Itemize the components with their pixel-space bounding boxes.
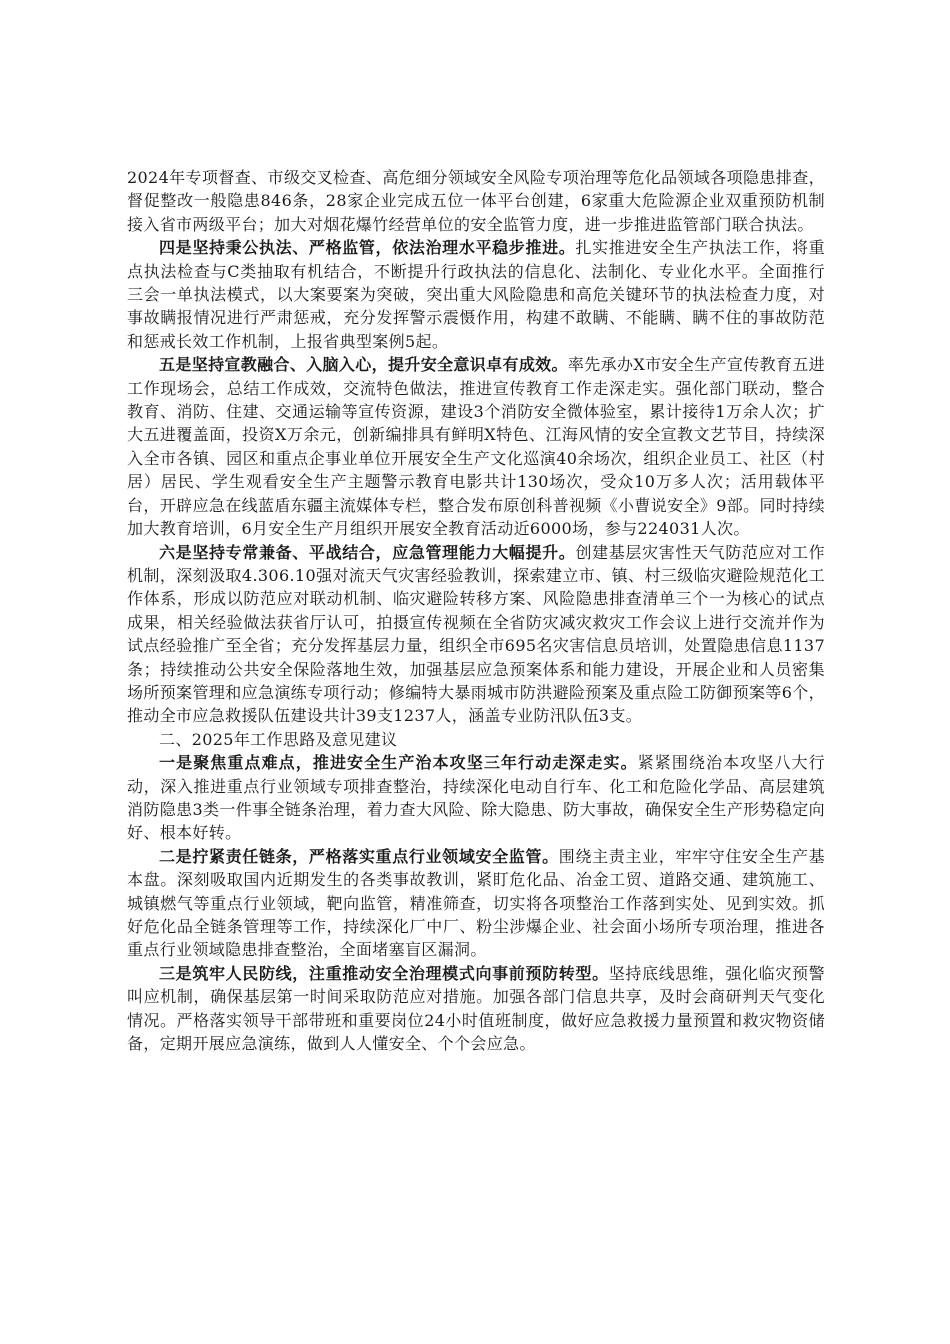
paragraph-body: 扎实推进安全生产执法工作，将重点执法检查与C类抽取有机结合，不断提升行政执法的信息化、法制化、专业化水平。全面推行三会一单执法模式，以大案要案为突破，突出重大风险隐患和高危关键环节的执法检查力度，对事故瞒报情况进行严肃惩戒，充分发挥警示震慑作用，构建不敢瞒、不能瞒、瞒不住的事故防范和惩戒长效工作机制，上报省典型案例5起。 — [127, 238, 825, 351]
paragraph-lead: 六是坚持专常兼备、平战结合，应急管理能力大幅提升。 — [159, 542, 576, 562]
paragraph-root-cause-campaign — [127, 751, 825, 845]
paragraph-hazmat-continuation — [127, 166, 825, 236]
document-body — [127, 166, 825, 1055]
paragraph-body: 紧紧围绕治本攻坚八大行动，深入推进重点行业领域专项排查整治，持续深化电动自行车、化工和危险化学品、高层建筑消防隐患3类一件事全链条治理，着力查大风险、除大隐患、防大事故，确保安全生产形势稳定向好、根本好转。 — [127, 753, 825, 843]
paragraph-publicity-education — [127, 353, 825, 540]
paragraph-lead: 五是坚持宣教融合、入脑入心，提升安全意识卓有成效。 — [159, 355, 568, 375]
paragraph-body: 2024年专项督查、市级交叉检查、高危细分领域安全风险专项治理等危化品领域各项隐患排查，督促整改一般隐患846条，28家企业完成五位一体平台创建，6家重大危险源企业双重预防机制接入省市两级平台；加大对烟花爆竹经营单位的安全监管力度，进一步推进监管部门联合执法。 — [127, 168, 825, 234]
paragraph-emergency-capability — [127, 541, 825, 728]
paragraph-lead: 三是筑牢人民防线，注重推动安全治理模式向事前预防转型。 — [159, 963, 609, 983]
paragraph-law-enforcement — [127, 236, 825, 353]
paragraph-lead: 四是坚持秉公执法、严格监管，依法治理水平稳步推进。 — [159, 238, 576, 258]
paragraph-body: 坚持底线思维，强化临灾预警叫应机制，确保基层第一时间采取防范应对措施。加强各部门信息共享，及时会商研判天气变化情况。严格落实领导干部带班和重要岗位24小时值班制度，做好应急救援力量预置和救灾物资储备，定期开展应急演练，做到人人懂安全、个个会应急。 — [127, 963, 825, 1054]
section-heading-2025: 二、2025年工作思路及意见建议 — [159, 729, 398, 749]
paragraph-responsibility-chain — [127, 845, 825, 962]
paragraph-body: 围绕主责主业，牢牢守住安全生产基本盘。深刻吸取国内近期发生的各类事故教训，紧盯危化品、冶金工贸、道路交通、建筑施工、城镇燃气等重点行业领域，靶向监管，精准筛查，切实将各项整治工作落到实处、见到实效。抓好危化品全链条管理等工作，持续深化厂中厂、粉尘涉爆企业、社会面小场所专项治理，推进各重点行业领域隐患排查整治，全面堵塞盲区漏洞。 — [127, 846, 825, 960]
paragraph-lead: 一是聚焦重点难点，推进安全生产治本攻坚三年行动走深走实。 — [159, 753, 638, 773]
paragraph-body: 创建基层灾害性天气防范应对工作机制，深刻汲取4.306.10强对流天气灾害经验教训，探索建立市、镇、村三级临灾避险规范化工作体系，形成以防范应对联动机制、临灾避险转移方案、风险隐患排查清单三个一为核心的试点成果，相关经验做法获省厅认可，拍摄宣传视频在全省防灾减灾救灾工作会议上进行交流并作为试点经验推广至全省；充分发挥基层力量，组织全市695名灾害信息员培训，处置隐患信息1137条；持续推动公共安全保险落地生效，加强基层应急预案体系和能力建设，开展企业和人员密集场所预案管理和应急演练专项行动；修编特大暴雨城市防洪避险预案及重点险工防御预案等6个，推动全市应急救援队伍建设共计39支1237人，涵盖专业防汛队伍3支。 — [127, 542, 825, 726]
paragraph-lead: 二是拧紧责任链条，严格落实重点行业领域安全监管。 — [159, 846, 559, 866]
paragraph-body: 率先承办X市安全生产宣传教育五进工作现场会，总结工作成效，交流特色做法，推进宣传教育工作走深走实。强化部门联动，整合教育、消防、住建、交通运输等宣传资源，建设3个消防安全微体验室，累计接待1万余人次；扩大五进覆盖面，投资X万余元，创新编排具有鲜明X特色、江海风情的安全宣教文艺节目，持续深入全市各镇、园区和重点企事业单位开展安全生产文化巡演40余场次，组织企业员工、社区（村居）居民、学生观看安全生产主题警示教育电影共计130场次，受众10万多人次；活用载体平台，开辟应急在线蓝盾东疆主流媒体专栏，整合发布原创科普视频《小曹说安全》9部。同时持续加大教育培训，6月安全生产月组织开展安全教育活动近6000场，参与224031人次。 — [127, 355, 825, 539]
paragraph-prevention-model — [127, 962, 825, 1056]
